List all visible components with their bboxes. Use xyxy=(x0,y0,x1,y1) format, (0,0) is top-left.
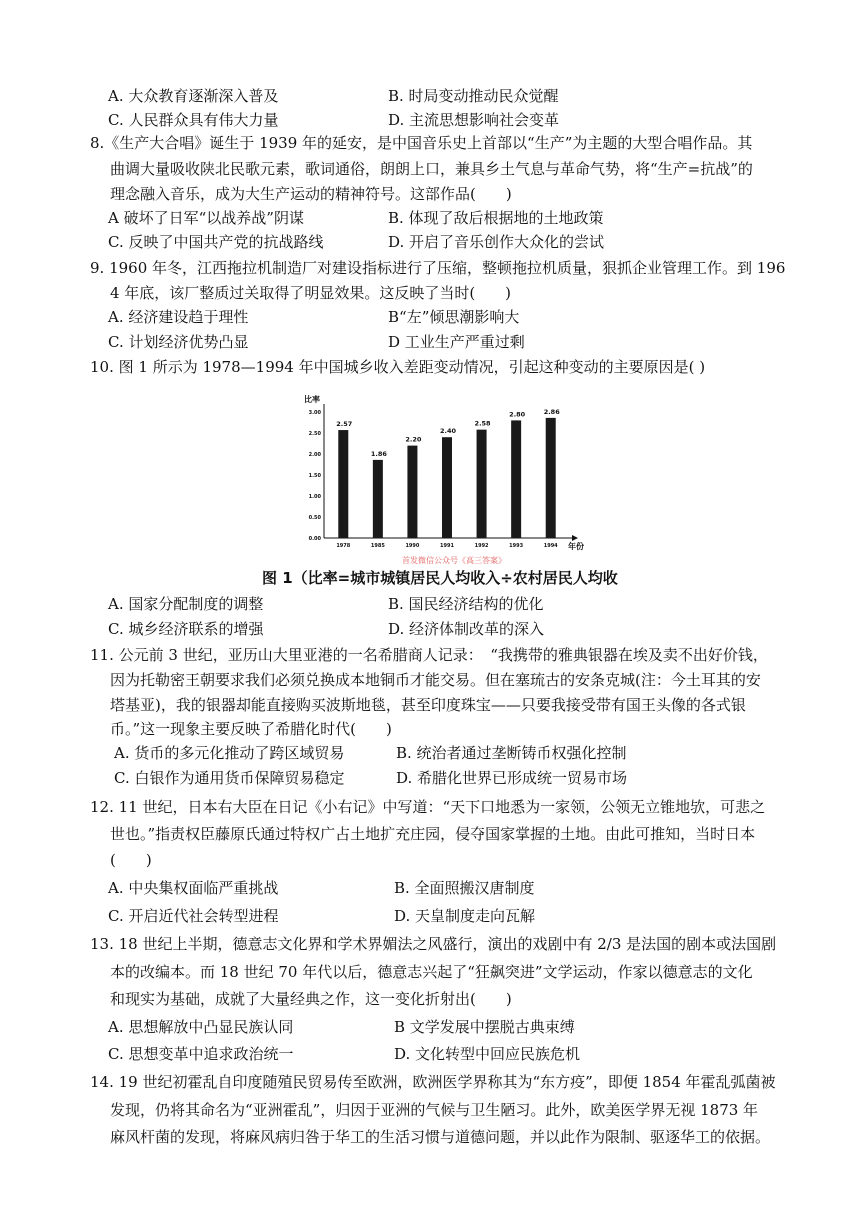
chart-bar-1994 xyxy=(546,418,556,538)
chart-bar-1990 xyxy=(407,446,417,538)
q9-stem-line-1: 9. 1960 年冬，江西拖拉机制造厂对建设指标进行了压缩，整顿拖拉机质量，狠抓企业管理工作。到 196 xyxy=(90,259,786,277)
q8-stem-line-1: 8.《生产大合唱》诞生于 1939 年的延安，是中国音乐史上首部以“生产”为主题的大型合唱作品。其 xyxy=(90,134,753,152)
q10-option-a[interactable]: A. 国家分配制度的调整 xyxy=(108,595,264,613)
chart-value-label: 2.57 xyxy=(336,420,353,429)
q11-stem-line-4: 币。”这一现象主要反映了希腊化时代( ) xyxy=(110,720,392,738)
q13-option-a[interactable]: A. 思想解放中凸显民族认同 xyxy=(108,1018,294,1036)
chart-y-tick-label: 1.00 xyxy=(308,494,321,500)
chart-x-tick-label: 1990 xyxy=(405,543,420,549)
figure-caption: 图 1（比率=城市城镇居民人均收入÷农村居民人均收 xyxy=(262,569,618,587)
q14-stem-line-1: 14. 19 世纪初霍乱自印度随殖民贸易传至欧洲，欧洲医学界称其为“东方疫”，即便 1854 年霍乱弧菌被 xyxy=(90,1073,776,1091)
q9-option-d[interactable]: D 工业生产严重过剩 xyxy=(388,333,525,351)
chart-x-tick-label: 1991 xyxy=(440,543,454,549)
chart-x-tick-label: 1994 xyxy=(543,543,558,549)
chart-bars xyxy=(338,418,555,538)
chart-x-tick-label: 1993 xyxy=(509,543,524,549)
chart-x-tick-label: 1985 xyxy=(370,543,385,549)
chart-x-tick-label: 1992 xyxy=(474,543,489,549)
q14-stem-line-3: 麻风杆菌的发现，将麻风病归咎于华工的生活习惯与道德问题，并以此作为限制、驱逐华工的依据。 xyxy=(110,1128,771,1146)
q10-option-d[interactable]: D. 经济体制改革的深入 xyxy=(388,620,545,638)
chart-value-label: 2.86 xyxy=(543,407,560,416)
q8-option-d[interactable]: D. 开启了音乐创作大众化的尝试 xyxy=(388,233,605,251)
chart-y-tick-label: 0.00 xyxy=(308,536,321,542)
q9-stem-line-2: 4 年底，该厂整质过关取得了明显效果。这反映了当时( ) xyxy=(110,284,512,302)
q9-option-a[interactable]: A. 经济建设趋于理性 xyxy=(108,308,249,326)
chart-y-tick-label: 0.50 xyxy=(308,515,321,521)
chart-value-label: 2.80 xyxy=(509,410,526,419)
income-ratio-bar-chart xyxy=(290,390,590,562)
q7-option-a[interactable]: A. 大众教育逐渐深入普及 xyxy=(108,87,279,105)
q7-option-b[interactable]: B. 时局变动推动民众觉醒 xyxy=(388,87,559,105)
chart-value-label: 2.58 xyxy=(474,419,491,428)
q13-stem-line-1: 13. 18 世纪上半期，德意志文化界和学术界媚法之风盛行，演出的戏剧中有 2/3 是法国的剧本或法国剧 xyxy=(90,935,777,953)
q12-option-a[interactable]: A. 中央集权面临严重挑战 xyxy=(108,879,279,897)
chart-y-ticks xyxy=(309,410,322,542)
q13-stem-line-3: 和现实为基础，成就了大量经典之作，这一变化折射出( ) xyxy=(110,990,512,1008)
q11-stem-line-3: 塔基亚)，我的银器却能直接购买波斯地毯，甚至印度珠宝——只要我接受带有国王头像的各式银 xyxy=(110,696,746,714)
q11-option-d[interactable]: D. 希腊化世界已形成统一贸易市场 xyxy=(396,769,628,787)
q10-option-b[interactable]: B. 国民经济结构的优化 xyxy=(388,595,544,613)
chart-bar-1978 xyxy=(338,430,348,538)
q8-stem-line-3: 理念融入音乐，成为大生产运动的精神符号。这部作品( ) xyxy=(110,185,512,203)
q12-option-b[interactable]: B. 全面照搬汉唐制度 xyxy=(394,879,535,897)
q11-stem-line-2: 因为托勒密王朝要求我们必须兑换成本地铜币才能交易。但在塞琉古的安条克城(注：今土耳其的安 xyxy=(110,671,761,689)
chart-y-tick-label: 1.50 xyxy=(308,473,321,479)
chart-bar-1985 xyxy=(373,460,383,538)
q12-stem-line-2: 世也。”指责权臣藤原氏通过特权广占土地扩充庄园，侵夺国家掌握的土地。由此可推知，当时日本 xyxy=(110,825,756,843)
chart-bar-1993 xyxy=(511,420,521,538)
chart-y-tick-label: 2.50 xyxy=(308,431,321,437)
chart-x-axis-label: 年份 xyxy=(568,542,584,551)
q12-stem-line-3: ( ) xyxy=(110,851,152,869)
q12-stem-line-1: 12. 11 世纪，日本右大臣在日记《小右记》中写道：“天下口地悉为一家领，公领无立锥地欤，可悲之 xyxy=(90,798,766,816)
chart-x-axis-arrow xyxy=(572,535,578,541)
q10-stem-line-1: 10. 图 1 所示为 1978—1994 年中国城乡收入差距变动情况，引起这种变动的主要原因是( ) xyxy=(90,358,706,376)
chart-value-label: 1.86 xyxy=(370,449,387,458)
q8-option-a[interactable]: A 破坏了日军“以战养战”阴谋 xyxy=(108,209,304,227)
q13-stem-line-2: 本的改编本。而 18 世纪 70 年代以后，德意志兴起了“狂飙突进”文学运动，作家以德意志的文化 xyxy=(110,963,753,981)
q13-option-d[interactable]: D. 文化转型中回应民族危机 xyxy=(394,1045,581,1063)
chart-bar-1992 xyxy=(477,430,487,538)
chart-x-ticks xyxy=(336,543,558,549)
chart-y-tick-label: 3.00 xyxy=(308,410,321,416)
q10-option-c[interactable]: C. 城乡经济联系的增强 xyxy=(108,620,264,638)
q8-option-c[interactable]: C. 反映了中国共产党的抗战路线 xyxy=(108,233,324,251)
watermark-text: 首发微信公众号《高三答案》 xyxy=(402,556,506,565)
q7-option-d[interactable]: D. 主流思想影响社会变革 xyxy=(388,111,560,129)
chart-bar-1991 xyxy=(442,437,452,538)
q11-option-b[interactable]: B. 统治者通过垄断铸币权强化控制 xyxy=(396,744,627,762)
chart-value-label: 2.40 xyxy=(439,427,457,436)
q11-option-a[interactable]: A. 货币的多元化推动了跨区域贸易 xyxy=(114,744,345,762)
q13-option-c[interactable]: C. 思想变革中追求政治统一 xyxy=(108,1045,294,1063)
chart-y-axis-label: 比率 xyxy=(304,395,320,404)
q8-option-b[interactable]: B. 体现了敌后根据地的土地政策 xyxy=(388,209,604,227)
q9-option-b[interactable]: B“左”倾思潮影响大 xyxy=(388,308,520,326)
chart-x-tick-label: 1978 xyxy=(336,543,351,549)
q12-option-c[interactable]: C. 开启近代社会转型进程 xyxy=(108,907,279,925)
q7-option-c[interactable]: C. 人民群众具有伟大力量 xyxy=(108,111,279,129)
chart-value-label: 2.20 xyxy=(405,435,422,444)
q14-stem-line-2: 发现，仍将其命名为“亚洲霍乱”，归因于亚洲的气候与卫生陋习。此外，欧美医学界无视 1873 年 xyxy=(110,1101,759,1119)
q8-stem-line-2: 曲调大量吸收陕北民歌元素，歌词通俗，朗朗上口，兼具乡土气息与革命气势，将“生产=抗战”的 xyxy=(110,160,753,178)
q12-option-d[interactable]: D. 天皇制度走向瓦解 xyxy=(394,907,536,925)
q11-option-c[interactable]: C. 白银作为通用货币保障贸易稳定 xyxy=(114,769,345,787)
q11-stem-line-1: 11. 公元前 3 世纪，亚历山大里亚港的一名希腊商人记录： “我携带的雅典银器在埃及卖不出好价钱， xyxy=(90,646,768,664)
q13-option-b[interactable]: B 文学发展中摆脱古典束缚 xyxy=(394,1018,575,1036)
q9-option-c[interactable]: C. 计划经济优势凸显 xyxy=(108,333,249,351)
chart-y-tick-label: 2.00 xyxy=(308,452,321,458)
